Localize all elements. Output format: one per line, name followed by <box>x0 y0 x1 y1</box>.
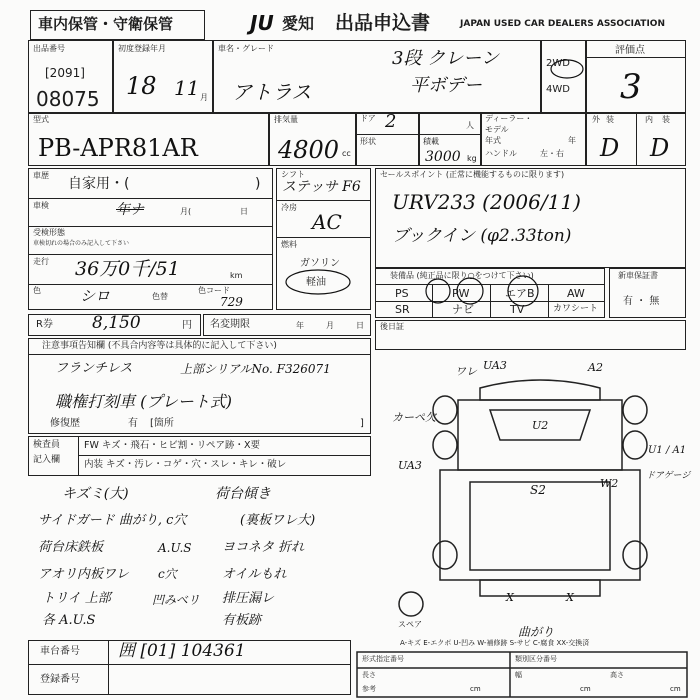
car-name: アトラス <box>232 80 312 104</box>
tag-ua3-left: UA3 <box>398 459 422 472</box>
fuel-gasoline: ガソリン <box>300 258 340 269</box>
storage-label: 車内保管・守衛保管 <box>38 15 174 33</box>
int-score: D <box>650 134 670 162</box>
tag-x-2: X <box>566 591 574 604</box>
history-label: 車歴 <box>33 171 49 180</box>
dealer-model: モデル <box>485 125 509 134</box>
r-ticket-label: R券 <box>36 319 53 330</box>
remark-9: c穴 <box>158 567 177 581</box>
inspection-hw: 年ナ <box>116 202 144 218</box>
sales-label: セールスポイント (正常に機能するものに限ります) <box>380 170 565 179</box>
tag-door-gauge: ドアゲージ <box>646 471 691 481</box>
remark-1: キズミ(大) <box>62 486 129 502</box>
transfer-label: 名変期限 <box>210 319 250 330</box>
org-name: 愛知 <box>282 14 315 33</box>
inspector-interior: 内装 キズ・汚レ・コゲ・穴・スレ・キレ・破レ <box>84 459 287 470</box>
history-value: 自家用・( <box>68 176 130 192</box>
tag-spare: スペア <box>398 620 422 629</box>
score-value: 3 <box>620 67 642 107</box>
aircon-value: AC <box>312 210 342 234</box>
length-label: 長さ <box>362 671 376 679</box>
load-label: 積載 <box>423 137 439 146</box>
remark-8: アオリ内板ワレ <box>38 567 129 582</box>
remark-2: 荷台傾き <box>215 486 271 502</box>
remark-5: 荷台床鉄板 <box>38 540 104 555</box>
equip-navi: ナビ <box>452 303 474 316</box>
load-value: 3000 <box>425 149 461 165</box>
damage-legend: A-キズ E-エクボ U-凹み W-補修跡 S-サビ C-腐食 XX-交換済 <box>400 639 590 647</box>
tag-crack: ワレ <box>455 365 477 378</box>
mileage-label: 走行 <box>33 257 49 266</box>
transfer-month: 月 <box>326 321 334 330</box>
lot-label: 出品番号 <box>33 44 65 53</box>
int-label: 内 <box>645 115 653 124</box>
inspection-month: 月( <box>180 207 192 216</box>
notes-label: 注意事項告知欄 (不具合内容等は具体的に記入して下さい) <box>42 341 277 351</box>
doors-label: ドア <box>360 114 376 123</box>
mileage-value: 36万0千/51 <box>75 258 180 280</box>
mark-diesel <box>286 270 350 294</box>
dealer-year: 年式 <box>485 136 501 145</box>
score-label: 評価点 <box>615 45 645 56</box>
appt-sub: 車検切れの場合のみ記入して下さい <box>33 240 130 247</box>
mileage-unit: km <box>230 271 243 280</box>
model-value: PB-APR81AR <box>38 134 198 162</box>
color-value: シロ <box>80 287 111 305</box>
car-name-label: 車名・グレード <box>218 44 274 53</box>
class-number-label: 類別区分番号 <box>515 655 557 663</box>
inspector-fw: FW キズ・飛石・ヒビ割・リペア跡・X要 <box>84 440 261 451</box>
inspector-label: 検査員 <box>33 440 61 450</box>
remark-6: A.U.S <box>158 541 192 555</box>
load-unit: kg <box>467 154 477 163</box>
form-subtitle: JAPAN USED CAR DEALERS ASSOCIATION <box>460 19 665 29</box>
handle-label: ハンドル <box>485 149 517 158</box>
history-close: ) <box>255 176 261 192</box>
equip-tv: TV <box>510 303 525 316</box>
first-reg-label: 初度登録年月 <box>118 44 166 53</box>
wheel-fr2 <box>623 431 647 459</box>
dealer-year-unit: 年 <box>568 136 576 145</box>
doors-value: 2 <box>385 111 397 132</box>
rear-bumper-shape <box>480 580 600 596</box>
color-code: 729 <box>220 295 243 309</box>
mark-airbag <box>508 276 538 306</box>
transfer-day: 日 <box>356 321 364 330</box>
remark-4: (裏板ワレ大) <box>240 513 316 528</box>
equip-sr: SR <box>395 303 410 316</box>
height-label: 高さ <box>610 671 624 679</box>
tag-x-1: X <box>506 591 514 604</box>
transfer-year: 年 <box>296 321 304 330</box>
tag-u2: U2 <box>532 419 549 432</box>
mark-pw <box>457 278 483 304</box>
remark-12: 凹みベリ <box>152 593 200 607</box>
ext-label: 外 <box>592 115 600 124</box>
equip-pw: PW <box>452 287 470 300</box>
r-ticket-unit: 円 <box>182 320 192 331</box>
tag-carpet: カーペ欠 <box>392 411 436 424</box>
shift-label: シフト <box>281 170 305 179</box>
remark-14: 各 A.U.S <box>42 613 96 628</box>
model-label: 型式 <box>33 115 49 124</box>
front-bumper-shape <box>480 380 600 400</box>
r-ticket-value: 8,150 <box>92 313 141 333</box>
dealer-label: ディーラー・ <box>485 114 533 123</box>
wheel-rr <box>623 541 647 569</box>
equipment-label: 装備品 (純正品に限り○をつけて下さい) <box>390 271 534 280</box>
remark-13: 排圧漏レ <box>222 591 275 606</box>
remark-15: 有板跡 <box>222 613 262 628</box>
tag-ua3-top: UA3 <box>483 359 507 372</box>
grade-line2: 平ボデー <box>410 75 482 96</box>
capacity-unit: 人 <box>466 121 474 130</box>
equip-airbag: エアB <box>505 287 535 300</box>
color-change-label: 色替 <box>152 292 168 301</box>
spare-wheel <box>399 592 423 616</box>
plate-label: 登録番号 <box>40 674 80 685</box>
sales-point-2: ブックイン (φ2.33ton) <box>392 226 572 246</box>
int-label2: 装 <box>662 115 670 124</box>
tag-bent: 曲がり <box>518 625 555 639</box>
color-code-label: 色コード <box>198 286 230 295</box>
reference-label: 参考 <box>362 685 376 693</box>
ext-score: D <box>600 134 620 162</box>
displacement-label: 排気量 <box>274 115 298 124</box>
repair-history-location: [箇所 <box>150 418 174 429</box>
drive-4wd: 4WD <box>546 84 570 95</box>
form-title: 出品申込書 <box>335 12 431 34</box>
remark-3: サイドガード 曲がり, c穴 <box>38 513 187 528</box>
inspection-day: 日 <box>240 207 248 216</box>
inspector-label-2: 記入欄 <box>33 455 61 465</box>
displacement-value: 4800 <box>278 136 340 164</box>
tag-u1-a1: U1 / A1 <box>648 445 687 456</box>
height-unit: cm <box>670 685 681 693</box>
displacement-unit: cc <box>342 149 351 158</box>
first-reg-month-unit: 月 <box>200 93 208 102</box>
wheel-rl <box>433 541 457 569</box>
width-unit: cm <box>580 685 591 693</box>
repair-history-value: 有 <box>128 418 138 429</box>
note-line-1: フランチレス <box>55 361 133 376</box>
tag-s2: S2 <box>530 483 546 497</box>
remark-11: トリイ 上部 <box>42 591 111 606</box>
drive-2wd: 2WD <box>546 58 570 69</box>
equip-aw: AW <box>567 287 585 300</box>
tag-w2: W2 <box>600 477 619 490</box>
first-reg-year: 18 <box>126 72 157 100</box>
chassis-number: 囲 [01] 104361 <box>118 641 246 661</box>
shape-label: 形状 <box>360 137 376 146</box>
remark-7: ヨコネタ 折れ <box>222 540 305 555</box>
first-reg-month: 11 <box>174 76 200 100</box>
length-unit: cm <box>470 685 481 693</box>
wheel-fl <box>433 396 457 424</box>
note-line-2: 上部シリアルNo. F326071 <box>180 362 331 376</box>
repair-history-location-close: ] <box>360 418 364 429</box>
shift-value: ステッサ F6 <box>282 179 361 195</box>
grade-line1: 3段 クレーン <box>392 48 499 69</box>
wheel-fl2 <box>433 431 457 459</box>
backseat-label: 後日証 <box>380 322 404 331</box>
ext-label2: 装 <box>606 115 614 124</box>
equip-leather: カワシート <box>553 304 599 314</box>
note-line-3: 職権打刻車 (プレート式) <box>55 392 232 411</box>
mark-2wd <box>551 60 583 78</box>
width-label: 幅 <box>515 671 522 679</box>
type-number-label: 形式指定番号 <box>362 655 404 663</box>
handle-options: 左・右 <box>540 149 564 158</box>
ju-logo: JU <box>250 11 274 35</box>
mark-ps <box>426 279 450 303</box>
color-label: 色 <box>33 286 41 295</box>
lot-code: [2091] <box>45 66 85 80</box>
aircon-label: 冷房 <box>281 203 297 212</box>
remark-10: オイルもれ <box>222 567 287 582</box>
fuel-diesel: 軽油 <box>306 277 326 288</box>
equip-ps: PS <box>395 287 409 300</box>
inspection-label: 車検 <box>33 201 49 210</box>
lot-number: 08075 <box>36 87 100 111</box>
appt-label: 受検形態 <box>33 228 65 237</box>
warranty-label: 新車保証書 <box>618 271 658 280</box>
chassis-label: 車台番号 <box>40 646 80 657</box>
wheel-fr <box>623 396 647 424</box>
tag-a2: A2 <box>588 361 603 374</box>
sales-point-1: URV233 (2006/11) <box>392 190 581 214</box>
repair-history-label: 修復歴 <box>50 418 80 429</box>
fuel-label: 燃料 <box>281 240 297 249</box>
warranty-options: 有 ・ 無 <box>623 296 660 307</box>
